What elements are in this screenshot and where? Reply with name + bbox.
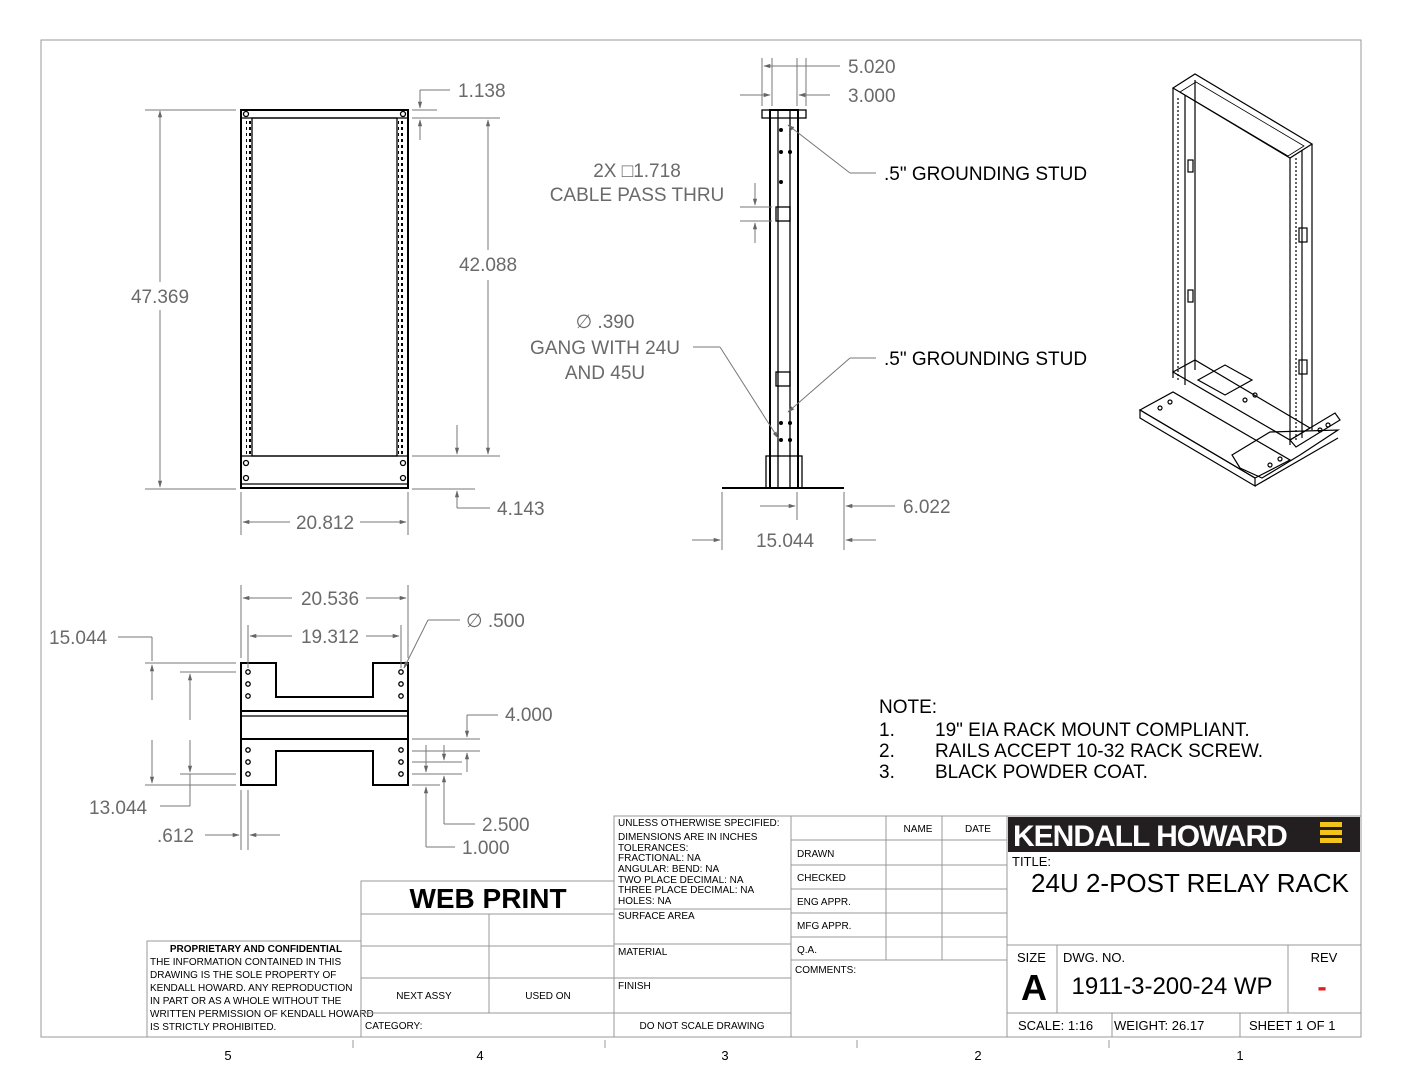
proprietary-line: IN PART OR AS A WHOLE WITHOUT THE [150, 996, 342, 1007]
dim-side-base-half: 6.022 [903, 497, 951, 518]
dim-front-bottom: 4.143 [497, 499, 545, 520]
size-value: A [1021, 967, 1047, 1008]
note-3-text: BLACK POWDER COAT. [935, 762, 1148, 783]
company-name: KENDALL HOWARD [1013, 820, 1287, 853]
side-view [530, 57, 1087, 552]
dim-top-25: 2.500 [482, 815, 530, 836]
finish-label: FINISH [618, 981, 651, 992]
note-2-num: 2. [879, 741, 895, 762]
dim-front-width: 20.812 [295, 513, 355, 534]
proprietary-line: THE INFORMATION CONTAINED IN THIS [150, 957, 342, 968]
title-block [147, 816, 1361, 1037]
tolerance-line: UNLESS OTHERWISE SPECIFIED: [618, 818, 780, 829]
dim-front-top-gap: 1.138 [458, 81, 506, 102]
proprietary-line: DRAWING IS THE SOLE PROPERTY OF [150, 970, 337, 981]
note-1-text: 19" EIA RACK MOUNT COMPLIANT. [935, 720, 1250, 741]
callout-cable-line2: CABLE PASS THRU [549, 185, 725, 206]
rev-value: - [1317, 971, 1327, 1002]
zone-label: 3 [721, 1048, 729, 1063]
tolerance-line: TOLERANCES: [618, 843, 689, 854]
category-label: CATEGORY: [365, 1021, 423, 1032]
proprietary-line: KENDALL HOWARD. ANY REPRODUCTION [150, 983, 353, 994]
isometric-view [1140, 74, 1340, 486]
dim-top-inner: 19.312 [300, 627, 360, 648]
title-label: TITLE: [1012, 854, 1052, 869]
dim-top-hole: ∅ .500 [466, 611, 525, 632]
dim-top-4: 4.000 [505, 705, 553, 726]
dim-side-base: 15.044 [755, 531, 815, 552]
zone-markers [224, 1040, 1243, 1063]
tolerance-line: FRACTIONAL: NA [618, 853, 701, 864]
dim-top-inner-depth: 13.044 [89, 798, 148, 819]
notes-heading: NOTE: [879, 697, 938, 718]
tolerance-line: HOLES: NA [618, 896, 672, 907]
dwg-no-label: DWG. NO. [1063, 950, 1126, 965]
rev-label: REV [1310, 950, 1338, 965]
proprietary-line: IS STRICTLY PROHIBITED. [150, 1022, 277, 1033]
drawing-title: 24U 2-POST RELAY RACK [1031, 868, 1349, 898]
web-print-label: WEB PRINT [409, 883, 567, 914]
approval-row-qa: Q.A. [797, 945, 818, 956]
comments-label: COMMENTS: [795, 965, 857, 976]
note-1-num: 1. [879, 720, 895, 741]
used-on-label: USED ON [525, 991, 571, 1002]
scale-value: SCALE: 1:16 [1018, 1018, 1094, 1033]
zone-label: 1 [1236, 1048, 1244, 1063]
zone-label: 5 [224, 1048, 232, 1063]
weight-value: WEIGHT: 26.17 [1114, 1018, 1205, 1033]
dim-side-inner: 3.000 [848, 86, 896, 107]
surface-area-label: SURFACE AREA [618, 911, 695, 922]
next-assy-label: NEXT ASSY [396, 991, 452, 1002]
callout-gang-line2: GANG WITH 24U [530, 338, 680, 359]
name-header: NAME [903, 824, 933, 835]
dim-top-1: 1.000 [462, 838, 510, 859]
proprietary-title: PROPRIETARY AND CONFIDENTIAL [169, 944, 343, 955]
tolerance-line: TWO PLACE DECIMAL: NA [618, 875, 744, 886]
approval-row-checked: CHECKED [797, 873, 846, 884]
proprietary-line: WRITTEN PERMISSION OF KENDALL HOWARD [150, 1009, 374, 1020]
note-2-text: RAILS ACCEPT 10-32 RACK SCREW. [935, 741, 1264, 762]
approval-row-drawn: DRAWN [797, 849, 835, 860]
dwg-no-value: 1911-3-200-24 WP [1071, 973, 1273, 1000]
approval-row-eng: ENG APPR. [797, 897, 851, 908]
top-view [49, 585, 553, 859]
tolerance-line: DIMENSIONS ARE IN INCHES [618, 832, 758, 843]
dim-top-outer: 20.536 [300, 589, 360, 610]
callout-gang-line1: ∅ .390 [575, 312, 635, 333]
zone-label: 2 [974, 1048, 982, 1063]
approval-row-mfg: MFG APPR. [797, 921, 852, 932]
callout-cable-line1: 2X □1.718 [593, 161, 681, 182]
tolerance-line: THREE PLACE DECIMAL: NA [618, 885, 755, 896]
callout-stud-top: .5" GROUNDING STUD [884, 164, 1088, 185]
size-label: SIZE [1017, 950, 1046, 965]
front-view [131, 81, 545, 535]
dim-side-outer: 5.020 [848, 57, 896, 78]
sheet-value: SHEET 1 OF 1 [1249, 1018, 1336, 1033]
callout-gang-line3: AND 45U [564, 363, 646, 384]
dim-top-depth: 15.044 [49, 628, 108, 649]
notes [879, 697, 1263, 783]
dim-top-edge: .612 [157, 826, 194, 847]
date-header: DATE [965, 824, 991, 835]
do-not-scale-label: DO NOT SCALE DRAWING [639, 1021, 765, 1032]
note-3-num: 3. [879, 762, 895, 783]
dim-front-inner-height: 42.088 [458, 255, 518, 276]
material-label: MATERIAL [618, 947, 668, 958]
zone-label: 4 [476, 1048, 484, 1063]
tolerance-line: ANGULAR: BEND: NA [618, 864, 720, 875]
callout-stud-bottom: .5" GROUNDING STUD [884, 349, 1088, 370]
logo-stripes [1320, 822, 1342, 843]
dim-front-height: 47.369 [130, 287, 190, 308]
